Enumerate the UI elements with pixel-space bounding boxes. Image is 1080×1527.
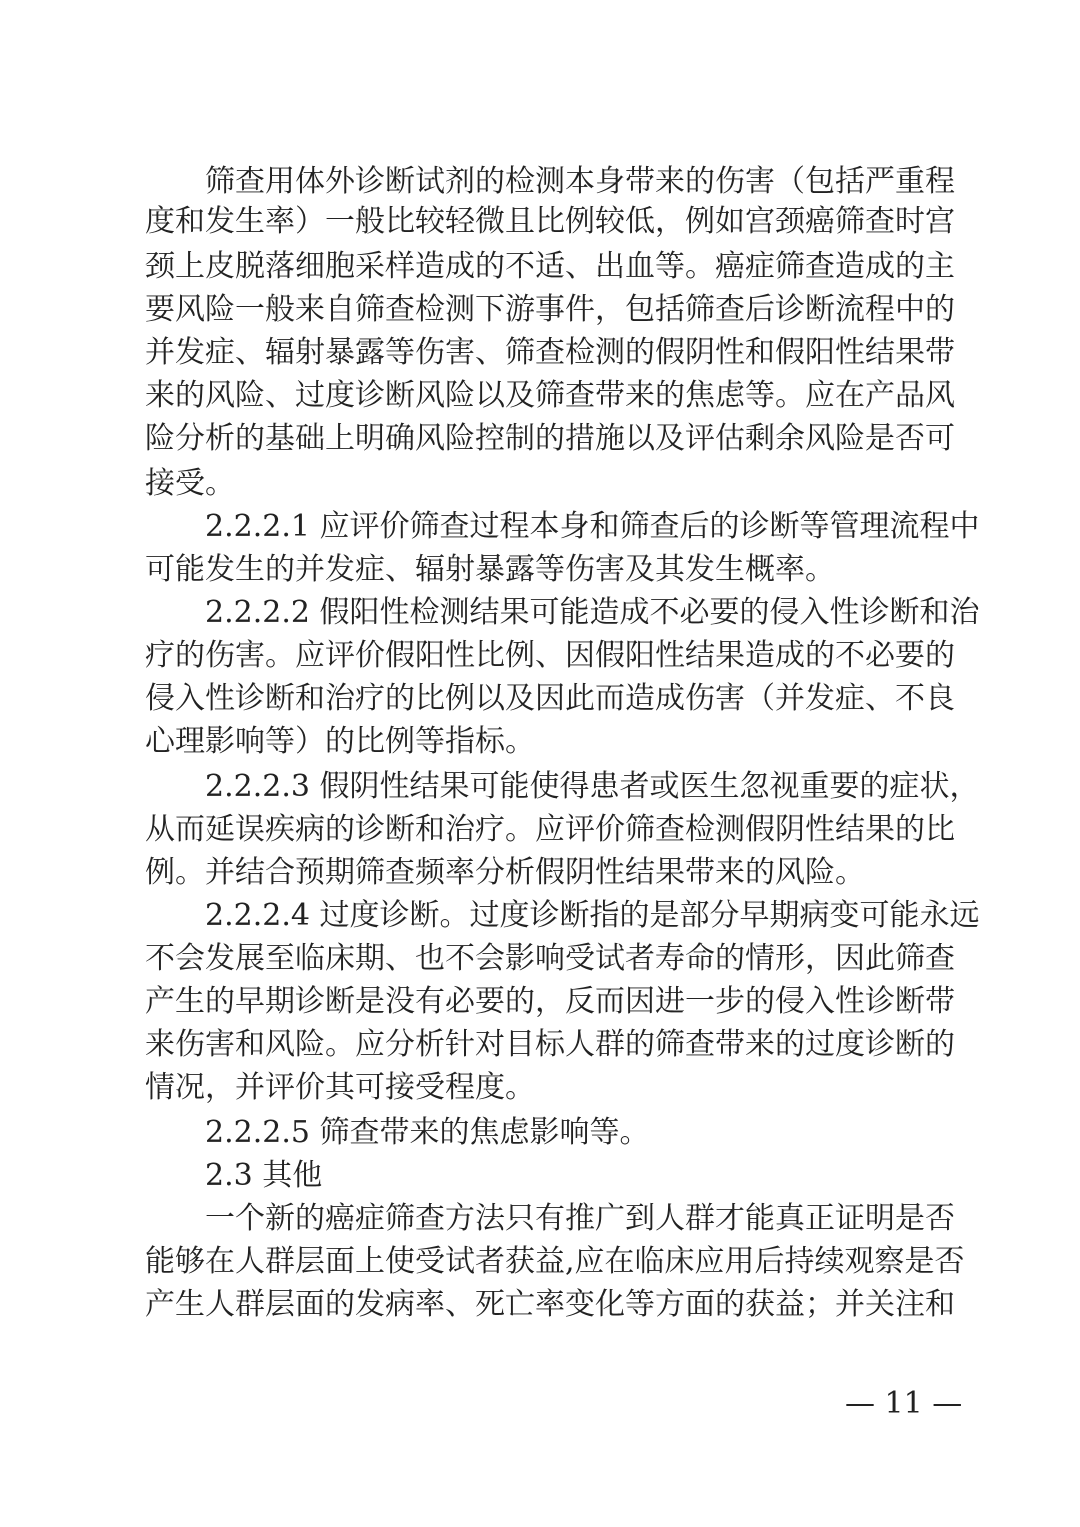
text-line: 2.2.2.5 筛查带来的焦虑影响等。: [205, 1115, 650, 1150]
text-line: 颈上皮脱落细胞采样造成的不适、出血等。癌症筛查造成的主: [145, 249, 955, 284]
text-line: 产生人群层面的发病率、死亡率变化等方面的获益；并关注和: [145, 1287, 955, 1322]
text-line: 从而延误疾病的诊断和治疗。应评价筛查检测假阴性结果的比: [145, 812, 955, 847]
text-line: 心理影响等）的比例等指标。: [145, 724, 535, 759]
text-line: 疗的伤害。应评价假阳性比例、因假阳性结果造成的不必要的: [145, 638, 955, 673]
text-line: 2.2.2.4 过度诊断。过度诊断指的是部分早期病变可能永远: [205, 898, 980, 933]
text-line: 例。并结合预期筛查频率分析假阴性结果带来的风险。: [145, 855, 865, 890]
text-line: 并发症、辐射暴露等伤害、筛查检测的假阴性和假阳性结果带: [145, 335, 955, 370]
text-line: 侵入性诊断和治疗的比例以及因此而造成伤害（并发症、不良: [145, 681, 955, 716]
text-line: 产生的早期诊断是没有必要的，反而因进一步的侵入性诊断带: [145, 984, 955, 1019]
text-line: 2.2.2.2 假阳性检测结果可能造成不必要的侵入性诊断和治: [205, 595, 980, 630]
text-line: 不会发展至临床期、也不会影响受试者寿命的情形，因此筛查: [145, 941, 955, 976]
text-line: 可能发生的并发症、辐射暴露等伤害及其发生概率。: [145, 552, 835, 587]
text-line: 情况，并评价其可接受程度。: [145, 1070, 535, 1105]
text-line: 2.2.2.3 假阴性结果可能使得患者或医生忽视重要的症状，: [205, 769, 980, 804]
text-line: 接受。: [145, 466, 235, 501]
text-line: 度和发生率）一般比较轻微且比例较低，例如宫颈癌筛查时宫: [145, 204, 955, 239]
page-number: — 11 —: [845, 1386, 963, 1421]
text-line: 筛查用体外诊断试剂的检测本身带来的伤害（包括严重程: [205, 164, 955, 199]
text-line: 来的风险、过度诊断风险以及筛查带来的焦虑等。应在产品风: [145, 378, 955, 413]
text-line: 险分析的基础上明确风险控制的措施以及评估剩余风险是否可: [145, 421, 955, 456]
text-line: 能够在人群层面上使受试者获益,应在临床应用后持续观察是否: [145, 1244, 965, 1279]
text-line: 一个新的癌症筛查方法只有推广到人群才能真正证明是否: [205, 1201, 955, 1236]
section-heading: 2.3 其他: [205, 1158, 323, 1193]
text-line: 2.2.2.1 应评价筛查过程本身和筛查后的诊断等管理流程中: [205, 509, 980, 544]
text-line: 来伤害和风险。应分析针对目标人群的筛查带来的过度诊断的: [145, 1027, 955, 1062]
text-line: 要风险一般来自筛查检测下游事件，包括筛查后诊断流程中的: [145, 292, 955, 327]
